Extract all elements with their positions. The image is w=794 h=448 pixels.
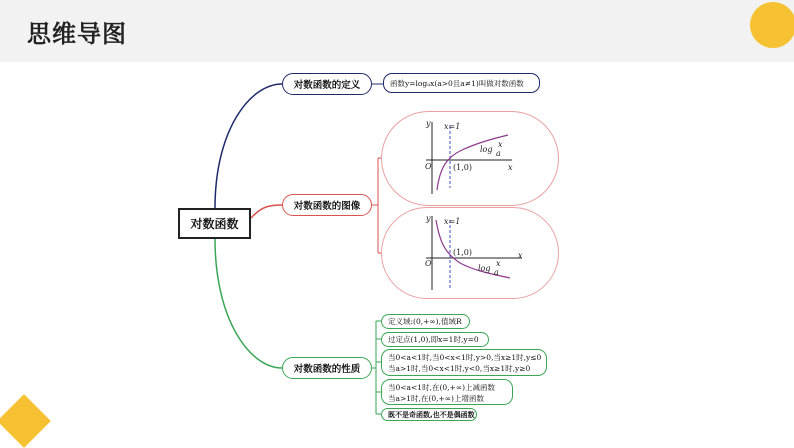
property-monotonic <box>381 379 513 405</box>
property-fixed-point: 过定点(1,0),即x=1时,y=0 <box>381 332 489 347</box>
root-node: 对数函数 <box>178 208 251 239</box>
curve-label: log <box>480 145 493 154</box>
curve-sub: a <box>496 149 501 158</box>
graph-increasing <box>381 111 559 206</box>
branch-definition: 对数函数的定义 <box>282 73 372 95</box>
branch-properties: 对数函数的性质 <box>282 357 372 379</box>
property-parity: 既不是奇函数,也不是偶函数 <box>381 408 477 421</box>
x-label: x <box>518 251 523 260</box>
y-label: y <box>426 119 431 128</box>
point-label: (1,0) <box>453 163 472 172</box>
line-label: x=1 <box>444 122 461 131</box>
property-domain: 定义域:(0,+∞),值域R <box>381 314 470 329</box>
point-label: (1,0) <box>453 248 472 257</box>
definition-text: 函数y=logₐx(a>0且a≠1)叫做对数函数 <box>383 73 540 93</box>
curve-label: log <box>478 264 491 273</box>
curve-sub: a <box>494 268 499 277</box>
property-monotonic-line1: 当0<a<1时,在(0,+∞)上减函数 <box>388 383 496 392</box>
x-label: x <box>508 163 513 172</box>
curve-x: x <box>496 259 501 268</box>
origin-label: O <box>425 259 432 268</box>
y-label: y <box>426 214 431 223</box>
property-monotonic-line2: 当a>1时,在(0,+∞)上增函数 <box>388 394 484 403</box>
line-label: x=1 <box>444 217 461 226</box>
property-sign-line1: 当0<a<1时,当0<x<1时,y>0,当x≥1时,y≤0 <box>388 353 542 362</box>
graph-decreasing <box>381 207 559 299</box>
curve-x: x <box>498 140 503 149</box>
branch-graph: 对数函数的图像 <box>282 194 372 216</box>
origin-label: O <box>425 162 432 171</box>
page-title: 思维导图 <box>27 20 127 48</box>
log-curve-decreasing <box>436 220 510 278</box>
property-sign-line2: 当a>1时,当0<x<1时,y<0,当x≥1时,y≥0 <box>388 364 531 373</box>
property-sign <box>381 349 547 376</box>
